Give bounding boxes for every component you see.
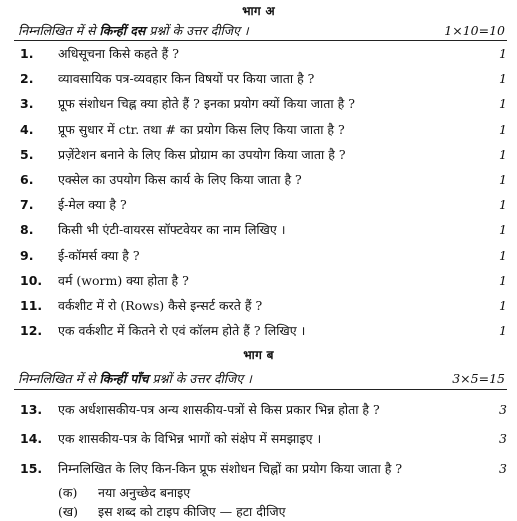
question-number: 5.: [20, 146, 34, 162]
question-marks: 1: [499, 121, 507, 137]
question-row: [0, 196, 517, 214]
question-row: [0, 297, 517, 315]
question-marks: 1: [499, 272, 507, 288]
question-marks: 1: [499, 197, 507, 213]
question-row: [0, 70, 517, 88]
question-marks: 1: [499, 247, 507, 263]
question-row: [0, 146, 517, 164]
question-number: 7.: [20, 197, 34, 213]
section-a-instruction-text: निम्नलिखित में से किन्हीं दस प्रश्नों के उत्तर दीजिए ।: [18, 23, 249, 38]
question-row: [0, 322, 517, 340]
question-number: 14.: [20, 431, 43, 446]
question-row: [0, 247, 517, 265]
question-text: किसी भी एंटी-वायरस सॉफ्टवेयर का नाम लिखिए ।: [58, 222, 286, 238]
section-a-marks-total: 1×10=10: [444, 23, 505, 38]
sub-item-label: (ख): [58, 504, 78, 519]
question-text: वर्कशीट में रो (Rows) कैसे इन्सर्ट करते हैं ?: [58, 298, 263, 313]
question-text: व्यावसायिक पत्र-व्यवहार किन विषयों पर किया जाता है ?: [58, 71, 315, 87]
question-text: वर्म (worm) क्या होता है ?: [58, 272, 189, 288]
question-text: एक्सेल का उपयोग किस कार्य के लिए किया जाता है ?: [58, 172, 302, 187]
question-marks: 1: [499, 222, 507, 238]
question-number: 9.: [20, 247, 34, 263]
question-marks: 3: [499, 402, 507, 417]
question-text: ई-मेल क्या है ?: [58, 197, 127, 213]
question-text: प्रूफ संशोधन चिह्न क्या होते हैं ? इनका प्रयोग क्यों किया जाता है ?: [58, 96, 355, 112]
question-marks: 1: [499, 96, 507, 112]
section-a-instruction: [18, 22, 505, 39]
question-row: [0, 272, 517, 290]
section-a-divider: [14, 40, 507, 41]
sub-item: [58, 484, 190, 502]
question-marks: 1: [499, 298, 507, 313]
question-marks: 1: [499, 46, 507, 61]
section-b-instruction-text: निम्नलिखित में से किन्हीं पाँच प्रश्नों के उत्तर दीजिए ।: [18, 371, 252, 386]
question-row: [0, 171, 517, 189]
section-b-instruction: [18, 370, 505, 387]
question-number: 4.: [20, 121, 34, 137]
question-row: [0, 401, 517, 419]
question-row: [0, 460, 517, 478]
question-number: 3.: [20, 96, 34, 112]
question-number: 10.: [20, 272, 43, 288]
section-b-divider: [14, 389, 507, 390]
question-text: ई-कॉमर्स क्या है ?: [58, 247, 140, 263]
question-number: 1.: [20, 46, 34, 61]
question-row: [0, 121, 517, 139]
section-b-title: भाग ब: [243, 348, 274, 362]
question-number: 15.: [20, 461, 43, 476]
question-row: [0, 430, 517, 448]
question-text: एक वर्कशीट में कितने रो एवं कॉलम होते हैं ? लिखिए ।: [58, 323, 306, 339]
sub-item-text: नया अनुच्छेद बनाइए: [98, 485, 191, 500]
section-a-title: भाग अ: [242, 4, 275, 18]
question-marks: 3: [499, 431, 507, 446]
question-row: [0, 221, 517, 239]
sub-item-label: (क): [58, 485, 78, 500]
question-marks: 3: [499, 461, 507, 476]
sub-item: [58, 503, 286, 521]
question-number: 11.: [20, 298, 43, 313]
question-marks: 1: [499, 146, 507, 162]
question-text: एक अर्धशासकीय-पत्र अन्य शासकीय-पत्रों से किस प्रकार भिन्न होता है ?: [58, 402, 380, 417]
question-number: 6.: [20, 172, 34, 187]
question-number: 2.: [20, 71, 34, 87]
question-text: अधिसूचना किसे कहते हैं ?: [58, 46, 179, 61]
question-text: निम्नलिखित के लिए किन-किन प्रूफ संशोधन चिह्नों का प्रयोग किया जाता है ?: [58, 461, 403, 476]
question-marks: 1: [499, 323, 507, 339]
question-text: प्रूफ सुधार में ctr. तथा # का प्रयोग किस लिए किया जाता है ?: [58, 121, 345, 137]
question-text: प्रज़ेंटेशन बनाने के लिए किस प्रोग्राम का उपयोग किया जाता है ?: [58, 146, 346, 162]
question-marks: 1: [499, 71, 507, 87]
sub-item-text: इस शब्द को टाइप कीजिए — हटा दीजिए: [98, 504, 286, 519]
question-number: 13.: [20, 402, 43, 417]
question-marks: 1: [499, 172, 507, 187]
question-row: [0, 45, 517, 63]
question-number: 12.: [20, 323, 43, 339]
question-text: एक शासकीय-पत्र के विभिन्न भागों को संक्षेप में समझाइए ।: [58, 431, 322, 446]
question-row: [0, 95, 517, 113]
section-b-marks-total: 3×5=15: [452, 371, 505, 386]
question-number: 8.: [20, 222, 34, 238]
